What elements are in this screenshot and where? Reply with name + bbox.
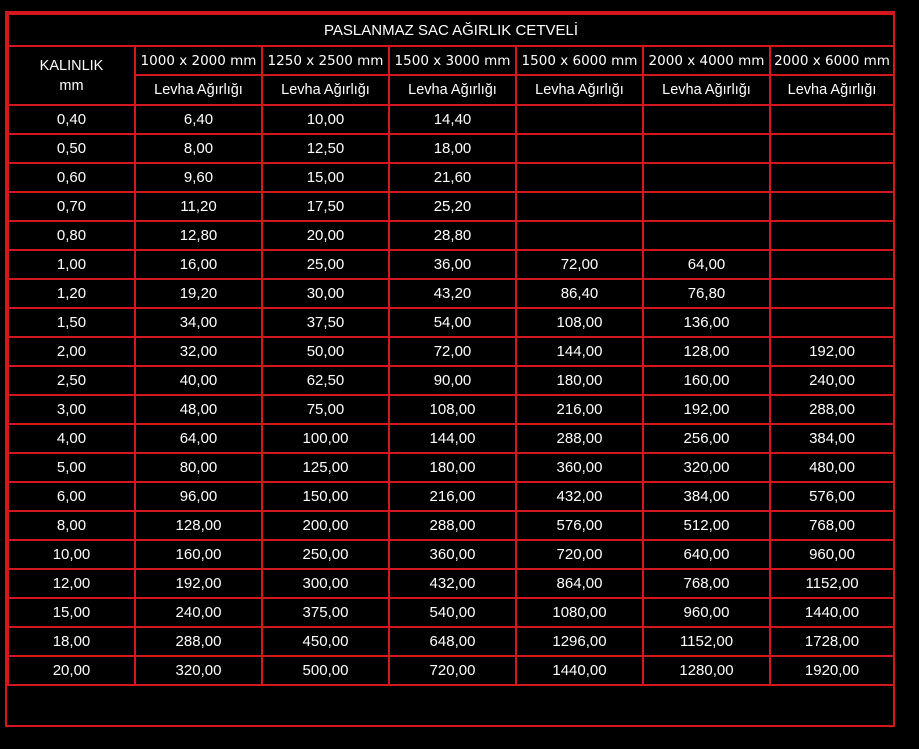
thickness-cell: 0,60: [8, 163, 135, 192]
table-row: [8, 540, 894, 569]
weight-cell: 6,40: [135, 105, 262, 134]
table-row: [8, 221, 894, 250]
weight-cell: 192,00: [135, 569, 262, 598]
weight-cell: 50,00: [262, 337, 389, 366]
weight-cell: 216,00: [516, 395, 643, 424]
weight-cell: [770, 221, 894, 250]
weight-cell: 64,00: [643, 250, 770, 279]
weight-cell: 648,00: [389, 627, 516, 656]
table-row: [8, 105, 894, 134]
table-row: [8, 337, 894, 366]
weight-cell: 288,00: [770, 395, 894, 424]
weight-cell: 12,80: [135, 221, 262, 250]
weight-cell: 54,00: [389, 308, 516, 337]
weight-cell: [516, 163, 643, 192]
thickness-cell: 6,00: [8, 482, 135, 511]
sheet-weight-header: Levha Ağırlığı: [135, 75, 262, 105]
table-row: [8, 598, 894, 627]
size-header: 2000 x 6000 mm: [770, 46, 894, 75]
weight-cell: [770, 279, 894, 308]
weight-cell: [770, 105, 894, 134]
weight-cell: 216,00: [389, 482, 516, 511]
weight-cell: 30,00: [262, 279, 389, 308]
sheet-weight-header: Levha Ağırlığı: [770, 75, 894, 105]
weight-cell: 192,00: [770, 337, 894, 366]
weight-cell: 288,00: [516, 424, 643, 453]
weight-cell: 432,00: [516, 482, 643, 511]
weight-cell: [643, 163, 770, 192]
table-row: [8, 192, 894, 221]
weight-cell: 12,50: [262, 134, 389, 163]
weight-cell: [770, 134, 894, 163]
weight-cell: 960,00: [643, 598, 770, 627]
sheet-weight-header: Levha Ağırlığı: [516, 75, 643, 105]
thickness-header-label: KALINLIK: [39, 57, 104, 74]
weight-cell: 80,00: [135, 453, 262, 482]
weight-cell: 192,00: [643, 395, 770, 424]
table-row: [8, 366, 894, 395]
weight-cell: 128,00: [643, 337, 770, 366]
weight-cell: 36,00: [389, 250, 516, 279]
weight-cell: 288,00: [135, 627, 262, 656]
table-row: [8, 569, 894, 598]
weight-cell: 40,00: [135, 366, 262, 395]
weight-cell: 256,00: [643, 424, 770, 453]
thickness-cell: 0,50: [8, 134, 135, 163]
weight-cell: 375,00: [262, 598, 389, 627]
weight-cell: 720,00: [389, 656, 516, 685]
weight-cell: [770, 192, 894, 221]
weight-cell: 432,00: [389, 569, 516, 598]
weight-cell: 48,00: [135, 395, 262, 424]
weight-cell: 200,00: [262, 511, 389, 540]
table-row: [8, 424, 894, 453]
thickness-cell: 1,20: [8, 279, 135, 308]
weight-cell: 320,00: [643, 453, 770, 482]
table-body: [8, 105, 894, 685]
thickness-header: [8, 46, 135, 105]
table-row: [8, 453, 894, 482]
weight-cell: 76,80: [643, 279, 770, 308]
weight-cell: 96,00: [135, 482, 262, 511]
weight-cell: 1440,00: [516, 656, 643, 685]
weight-cell: 37,50: [262, 308, 389, 337]
table-row: [8, 279, 894, 308]
sheet-weight-header: Levha Ağırlığı: [389, 75, 516, 105]
size-header: 1500 x 3000 mm: [389, 46, 516, 75]
weight-cell: 11,20: [135, 192, 262, 221]
weight-cell: 500,00: [262, 656, 389, 685]
weight-cell: 34,00: [135, 308, 262, 337]
header-row: [8, 46, 894, 75]
weight-cell: 20,00: [262, 221, 389, 250]
table-row: [8, 395, 894, 424]
thickness-cell: 1,50: [8, 308, 135, 337]
weight-cell: 576,00: [770, 482, 894, 511]
weight-cell: 576,00: [516, 511, 643, 540]
weight-cell: [770, 308, 894, 337]
table-row: [8, 511, 894, 540]
weight-cell: 1080,00: [516, 598, 643, 627]
thickness-cell: 20,00: [8, 656, 135, 685]
title-row: [8, 14, 894, 46]
weight-cell: [516, 105, 643, 134]
table-row: [8, 163, 894, 192]
sheet-weight-header: Levha Ağırlığı: [262, 75, 389, 105]
weight-cell: 128,00: [135, 511, 262, 540]
weight-chart-sheet: [5, 11, 895, 727]
table-row: [8, 250, 894, 279]
weight-cell: [516, 134, 643, 163]
weight-cell: [643, 221, 770, 250]
weight-cell: 90,00: [389, 366, 516, 395]
weight-cell: 100,00: [262, 424, 389, 453]
table-row: [8, 656, 894, 685]
thickness-cell: 3,00: [8, 395, 135, 424]
table-row: [8, 482, 894, 511]
weight-cell: 25,00: [262, 250, 389, 279]
table-title: PASLANMAZ SAC AĞIRLIK CETVELİ: [8, 14, 894, 46]
weight-cell: [643, 192, 770, 221]
weight-cell: 240,00: [770, 366, 894, 395]
weight-cell: 540,00: [389, 598, 516, 627]
weight-cell: [770, 250, 894, 279]
weight-cell: 320,00: [135, 656, 262, 685]
thickness-cell: 2,00: [8, 337, 135, 366]
weight-cell: 15,00: [262, 163, 389, 192]
size-header: 1000 x 2000 mm: [135, 46, 262, 75]
weight-cell: 1440,00: [770, 598, 894, 627]
weight-cell: 28,80: [389, 221, 516, 250]
table-row: [8, 627, 894, 656]
thickness-cell: 5,00: [8, 453, 135, 482]
weight-cell: 480,00: [770, 453, 894, 482]
weight-cell: 108,00: [389, 395, 516, 424]
weight-cell: 10,00: [262, 105, 389, 134]
weight-cell: 360,00: [516, 453, 643, 482]
size-header: 1250 x 2500 mm: [262, 46, 389, 75]
thickness-cell: 8,00: [8, 511, 135, 540]
weight-cell: 180,00: [516, 366, 643, 395]
weight-cell: 864,00: [516, 569, 643, 598]
weight-cell: 75,00: [262, 395, 389, 424]
weight-cell: 16,00: [135, 250, 262, 279]
weight-cell: 960,00: [770, 540, 894, 569]
weight-cell: 1296,00: [516, 627, 643, 656]
table-row: [8, 134, 894, 163]
weight-cell: 43,20: [389, 279, 516, 308]
thickness-header-unit: mm: [59, 77, 84, 94]
weight-cell: [516, 192, 643, 221]
weight-cell: [643, 134, 770, 163]
weight-cell: 144,00: [389, 424, 516, 453]
weight-cell: 125,00: [262, 453, 389, 482]
table-row: [8, 308, 894, 337]
weight-cell: 150,00: [262, 482, 389, 511]
thickness-cell: 0,80: [8, 221, 135, 250]
weight-cell: 32,00: [135, 337, 262, 366]
weight-cell: 25,20: [389, 192, 516, 221]
weight-cell: 768,00: [643, 569, 770, 598]
weight-cell: 180,00: [389, 453, 516, 482]
thickness-cell: 10,00: [8, 540, 135, 569]
thickness-cell: 18,00: [8, 627, 135, 656]
weight-cell: 160,00: [135, 540, 262, 569]
weight-cell: 160,00: [643, 366, 770, 395]
thickness-cell: 0,70: [8, 192, 135, 221]
weight-cell: 72,00: [516, 250, 643, 279]
subheader-row: [8, 75, 894, 105]
sheet-weight-header: Levha Ağırlığı: [643, 75, 770, 105]
weight-cell: 250,00: [262, 540, 389, 569]
weight-cell: 1920,00: [770, 656, 894, 685]
weight-cell: 19,20: [135, 279, 262, 308]
weight-cell: 240,00: [135, 598, 262, 627]
weight-cell: 512,00: [643, 511, 770, 540]
weight-cell: 72,00: [389, 337, 516, 366]
weight-cell: 768,00: [770, 511, 894, 540]
weight-cell: 384,00: [770, 424, 894, 453]
weight-cell: 8,00: [135, 134, 262, 163]
weight-cell: 14,40: [389, 105, 516, 134]
weight-cell: 62,50: [262, 366, 389, 395]
weight-table: [7, 13, 895, 686]
weight-cell: 144,00: [516, 337, 643, 366]
thickness-cell: 4,00: [8, 424, 135, 453]
weight-cell: 18,00: [389, 134, 516, 163]
thickness-cell: 1,00: [8, 250, 135, 279]
size-header: 2000 x 4000 mm: [643, 46, 770, 75]
weight-cell: [516, 221, 643, 250]
weight-cell: 300,00: [262, 569, 389, 598]
weight-cell: 86,40: [516, 279, 643, 308]
weight-cell: 450,00: [262, 627, 389, 656]
thickness-cell: 0,40: [8, 105, 135, 134]
weight-cell: 64,00: [135, 424, 262, 453]
thickness-cell: 12,00: [8, 569, 135, 598]
weight-cell: [770, 163, 894, 192]
weight-cell: 384,00: [643, 482, 770, 511]
weight-cell: 1152,00: [770, 569, 894, 598]
weight-cell: 288,00: [389, 511, 516, 540]
weight-cell: 640,00: [643, 540, 770, 569]
weight-cell: 720,00: [516, 540, 643, 569]
weight-cell: 21,60: [389, 163, 516, 192]
weight-cell: 1152,00: [643, 627, 770, 656]
weight-cell: 1280,00: [643, 656, 770, 685]
weight-cell: 136,00: [643, 308, 770, 337]
thickness-cell: 2,50: [8, 366, 135, 395]
thickness-cell: 15,00: [8, 598, 135, 627]
weight-cell: 9,60: [135, 163, 262, 192]
weight-cell: [643, 105, 770, 134]
weight-cell: 1728,00: [770, 627, 894, 656]
weight-cell: 360,00: [389, 540, 516, 569]
size-header: 1500 x 6000 mm: [516, 46, 643, 75]
weight-cell: 108,00: [516, 308, 643, 337]
weight-cell: 17,50: [262, 192, 389, 221]
